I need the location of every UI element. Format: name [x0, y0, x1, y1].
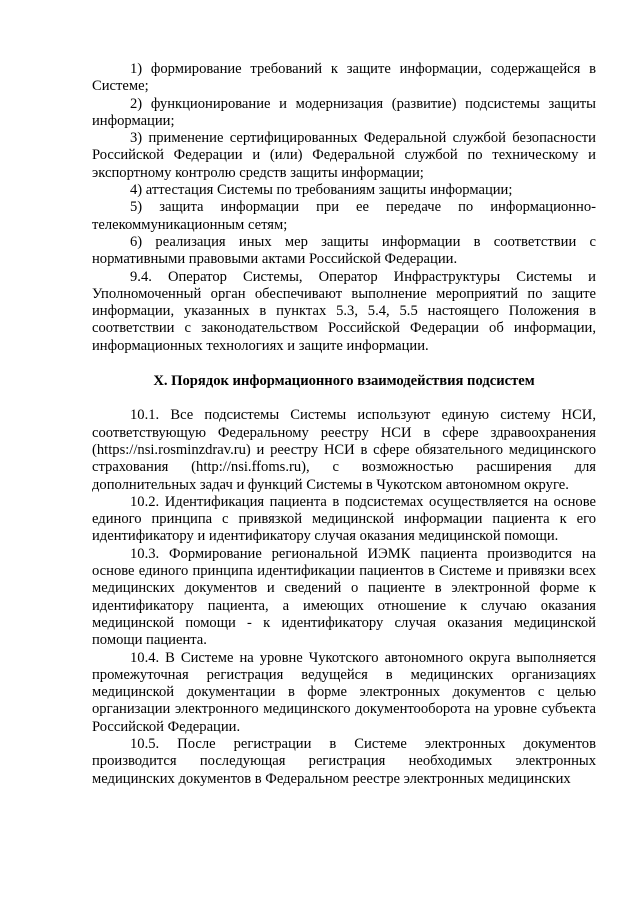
- clause-10-4: 10.4. В Системе на уровне Чукотского автономного округа выполняется промежуточная регистрация ведущейся в медицинских организациях медицинской документации в форме электронных документов с целью организации электронного медицинского документооборота на уровне субъекта Российской Федерации.: [92, 649, 596, 735]
- list-item-4: 4) аттестация Системы по требованиям защиты информации;: [130, 182, 513, 199]
- clause-10-3: 10.3. Формирование региональной ИЭМК пациента производится на основе единого принципа идентификации пациентов в Системе и привязки всех медицинских документов и сведений о пациенте в электронной форме к идентификатору пациента, а имеющих отношение к случаю оказания медицинской помощи - к идентификатору случая оказания медицинской помощи пациента.: [92, 545, 596, 649]
- list-item-2: 2) функционирование и модернизация (развитие) подсистемы защиты информации;: [92, 95, 596, 129]
- list-item-6: 6) реализация иных мер защиты информации в соответствии с нормативными правовыми актами Российской Федерации.: [92, 233, 596, 268]
- clause-9-4: 9.4. Оператор Системы, Оператор Инфраструктуры Системы и Уполномоченный орган обеспечивают выполнение мероприятий по защите информации, указанных в пунктах 5.3, 5.4, 5.5 настоящего Положения в соответствии с законодательством Российской Федерации об информации, информационных технологиях и защите информации.: [92, 268, 596, 354]
- list-item-3: 3) применение сертифицированных Федеральной службой безопасности Российской Федерации и (или) Федеральной службой по техническому и экспортному контролю средств защиты информации;: [92, 130, 596, 181]
- clause-10-1: 10.1. Все подсистемы Системы используют единую систему НСИ, соответствующую Федеральному реестру НСИ в сфере здравоохранения (https://nsi.rosminzdrav.ru) и реестру НСИ в сфере обязательного медицинского страхования (http://nsi.ffoms.ru), с возможностью расширения для дополнительных задач и функций Системы в Чукотском автономном округе.: [92, 407, 596, 493]
- section-heading: X. Порядок информационного взаимодействия подсистем: [153, 373, 535, 390]
- clause-10-2: 10.2. Идентификация пациента в подсистемах осуществляется на основе единого принципа с привязкой медицинской информации пациента к его идентификатору и идентификатору случая оказания медицинской помощи.: [92, 493, 596, 545]
- clause-10-5: 10.5. После регистрации в Системе электронных документов производится последующая регистрация необходимых электронных медицинских документов в Федеральном реестре электронных медицинских: [92, 735, 596, 787]
- list-item-5: 5) защита информации при ее передаче по информационно-телекоммуникационным сетям;: [92, 199, 596, 233]
- list-item-1: 1) формирование требований к защите информации, содержащейся в Системе;: [92, 61, 596, 95]
- document-page: [92, 61, 596, 788]
